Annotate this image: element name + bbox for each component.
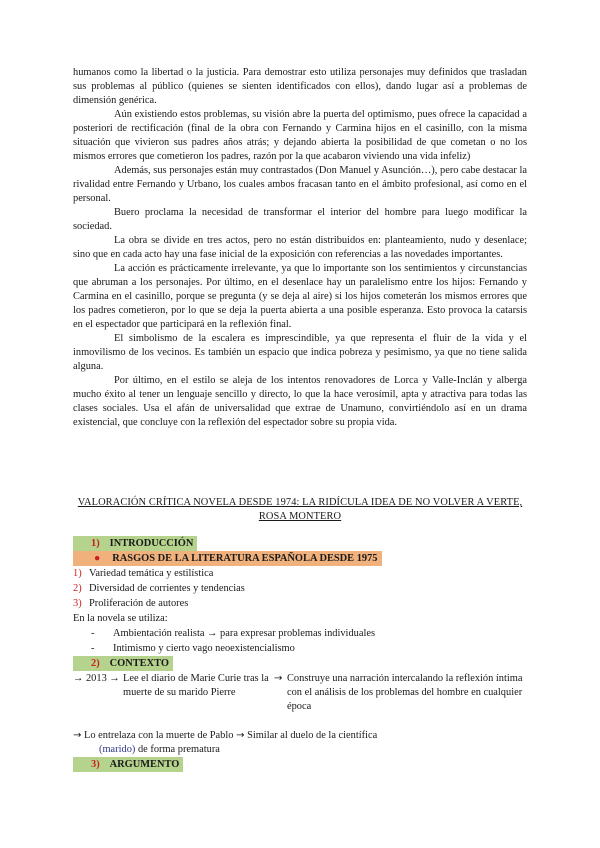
list-item [73,626,533,641]
section-introduccion [73,536,533,551]
section-number: 1) [91,538,100,549]
section-introduccion-label: INTRODUCCIÓN [109,538,194,549]
arrow-icon: → [73,730,82,741]
paragraph-2: Aún existiendo estos problemas, su visión abre la puerta del optimismo, pues ofrece la capacidad a posteriori de rectificación (final de la obra con Fernando y Carmina hijos en el casinillo, con la misma situación que vivieron sus padres años atrás; y dejando abierta la posibilidad de que cometan o no los mismos errores que cometieron los padres, razón por la que acabaron viviendo una vida infeliz) [73,109,527,162]
paragraph-7: El simbolismo de la escalera es imprescindible, ya que representa el fluir de la vida y el inmovilismo de los vecinos. Es también un espacio que indica pobreza y pesimismo, ya que no tiene salida alguna. [73,333,527,372]
contexto-row-2-line-1 [73,729,533,743]
section-argumento [73,757,183,772]
section-argumento-highlight [73,757,183,772]
section-rasgos-label: RASGOS DE LA LITERATURA ESPAÑOLA DESDE 1975 [112,553,378,564]
section-introduccion-highlight [73,536,197,551]
list-item [73,596,533,611]
paragraph-3: Además, sus personajes están muy contrastados (Don Manuel y Asunción…), pero cabe destacar la rivalidad entre Fernando y Urbano, los cuales ambos fracasan tanto en el ámbito profesional, así como en el personal. [73,165,527,204]
contexto-row-1 [73,672,533,716]
bullet-icon: ● [94,553,101,564]
contexto-row-2-line-2 [73,743,533,757]
arrow-icon: → [236,730,245,741]
paragraph-8: Por último, en el estilo se aleja de los intentos renovadores de Lorca y Valle-Inclán y alberga mucho éxito al tener un lenguaje sencillo y directo, lo que la hace verosímil, apta y atractiva para todas las clases sociales. Usa el afán de universalidad que extrae de Unamuno, convirtiéndolo así en un drama existencial, que concluye con la reflexión del espectador sobre su propia vida. [73,375,527,428]
list-item [73,581,533,596]
list-item [73,566,533,581]
contexto-text-b: Similar al duelo de la científica [247,730,378,741]
list-item-text: Proliferación de autores [89,598,189,609]
heading-line-1: VALORACIÓN CRÍTICA NOVELA DESDE 1974: LA RIDÍCULA IDEA DE NO VOLVER A VERTE, [77,497,523,508]
body-text [73,66,527,430]
paragraph-1: humanos como la libertad o la justicia. Para demostrar esto utiliza personajes muy definidos que trasladan sus problemas al público (quienes se sienten identificados con ellos), dando lugar así a problemas de dimensión genérica. [73,67,527,106]
section-contexto-highlight [73,656,173,671]
contexto-row-2 [73,729,533,757]
list-item-text: Diversidad de corrientes y tendencias [89,583,245,594]
dash-marker: - [91,628,95,639]
list-number: 3) [73,598,82,609]
list-item-text: Variedad temática y estilística [89,568,214,579]
contexto-col-2: Construye una narración intercalando la reflexión íntima con el análisis de los problemas del hombre en cualquier época [287,673,523,712]
heading-line-2: ROSA MONTERO [258,511,342,522]
paragraph-5: La obra se divide en tres actos, pero no están distribuidos en: planteamiento, nudo y desenlace; sino que en cada acto hay una fase inicial de la exposición con referencias a las novedades importantes. [73,235,527,260]
list-number: 2) [73,583,82,594]
contexto-col-1: Lee el diario de Marie Curie tras la muerte de su marido Pierre [123,673,269,698]
outline [73,536,533,671]
section-contexto [73,656,533,671]
dash-marker: - [91,643,95,654]
section-number: 3) [91,759,100,770]
section-argumento-label: ARGUMENTO [109,759,180,770]
paragraph-4: Buero proclama la necesidad de transformar el interior del hombre para luego modificar la sociedad. [73,207,527,232]
list-item [73,641,533,656]
contexto-text-c: de forma prematura [135,744,220,755]
list-item-text: Ambientación realista → para expresar problemas individuales [113,628,375,639]
section-number: 2) [91,658,100,669]
list-number: 1) [73,568,82,579]
novela-intro: En la novela se utiliza: [73,613,168,624]
list-item-text: Intimismo y cierto vago neoexistencialismo [113,643,295,654]
section-contexto-label: CONTEXTO [109,658,169,669]
arrow-icon: → [274,673,283,684]
section-rasgos [73,551,533,566]
paragraph-6: La acción es prácticamente irrelevante, ya que lo importante son los sentimientos y circunstancias que abruman a los personajes. Por último, en el desenlace hay un paralelismo entre los hijos: Fernando y Carmina en el casinillo, porque se pregunta (y se deja al aire) si los hijos cometerán los mismos errores que los padres cometieron, por lo que se deja la puerta abierta a una posible esperanza. Esto provoca la catarsis en el espectador que participará en la reflexión final. [73,263,527,330]
arrow-lead: → 2013 → [73,673,120,684]
marido-note: (marido) [99,744,136,755]
contexto-text-a: Lo entrelaza con la muerte de Pablo [84,730,234,741]
section-heading [73,496,527,524]
section-rasgos-highlight [73,551,382,566]
